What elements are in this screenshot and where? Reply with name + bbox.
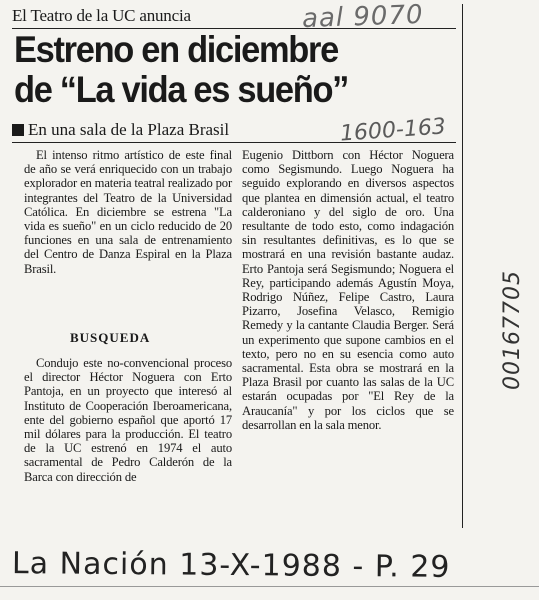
intro-paragraph: El intenso ritmo artístico de este final de año se verá enriquecido con un trabajo explorador en materia teatral realizado por integrantes del Teatro de la Universidad Católica. En diciembre se estrena "La vida es sueño" en un ciclo reducido de 20 funciones en una sala de entrenamiento del Centro de Danza Espiral en la Plaza Brasil.	[24, 148, 232, 276]
source-note-handwriting: La Nación 13-X-1988 - P. 29	[11, 546, 451, 585]
subhead-text: En una sala de la Plaza Brasil	[28, 120, 230, 139]
body-paragraph: Condujo este no-convencional proceso el director Héctor Noguera con Erto Pantoja, en un proyecto que interesó al Instituto de Cooperación Iberoamericana, ente del gobierno español que aportó 17 mil dólares para la producción. El teatro de la UC estrenó en 1974 el auto sacramental de Pedro Calderón de la Barca con dirección de	[24, 356, 232, 484]
continued-paragraph: Eugenio Dittborn con Héctor Noguera como Segismundo. Luego Noguera ha seguido explorando en diversos aspectos que plantea en dimensión actual, el teatro calderoniano y del siglo de oro. Una resultante de todo esto, como indagación sin resultantes definitivas, es lo que se mostrará en una revisión bastante audaz. Erto Pantoja será Segismundo; Noguera el Rey, participando además Agustín Moya, Rodrigo Núñez, Felipe Castro, Laura Pizarro, Josefina Velasco, Remigio Remedy y la cantante Claudia Berger. Será un experimento que supone cambios en el texto, pero no en su esencia como auto sacramental. Esta obra se mostrará en la Plaza Brasil por cuanto las salas de la UC estarán ocupadas por "El Rey de la Araucanía" y por los ciclos que se desarrollan en la sala menor.	[242, 148, 454, 432]
kicker: El Teatro de la UC anuncia	[12, 6, 191, 25]
side-number-handwriting: 00167705	[500, 270, 525, 390]
headline-line-2: de “La vida es sueño”	[14, 69, 349, 110]
page-range-handwriting: 1600-163	[339, 114, 447, 147]
bottom-rule	[0, 586, 539, 587]
square-bullet-icon	[12, 124, 24, 136]
subhead	[12, 120, 332, 140]
headline-line-1: Estreno en diciembre	[14, 29, 338, 70]
section-heading: BUSQUEDA	[70, 330, 151, 345]
column-2-body	[242, 148, 454, 432]
column-1-body	[24, 356, 232, 484]
column-1-intro	[24, 148, 232, 276]
headline	[14, 30, 423, 110]
archive-code-handwriting: aal 9070	[301, 0, 425, 35]
